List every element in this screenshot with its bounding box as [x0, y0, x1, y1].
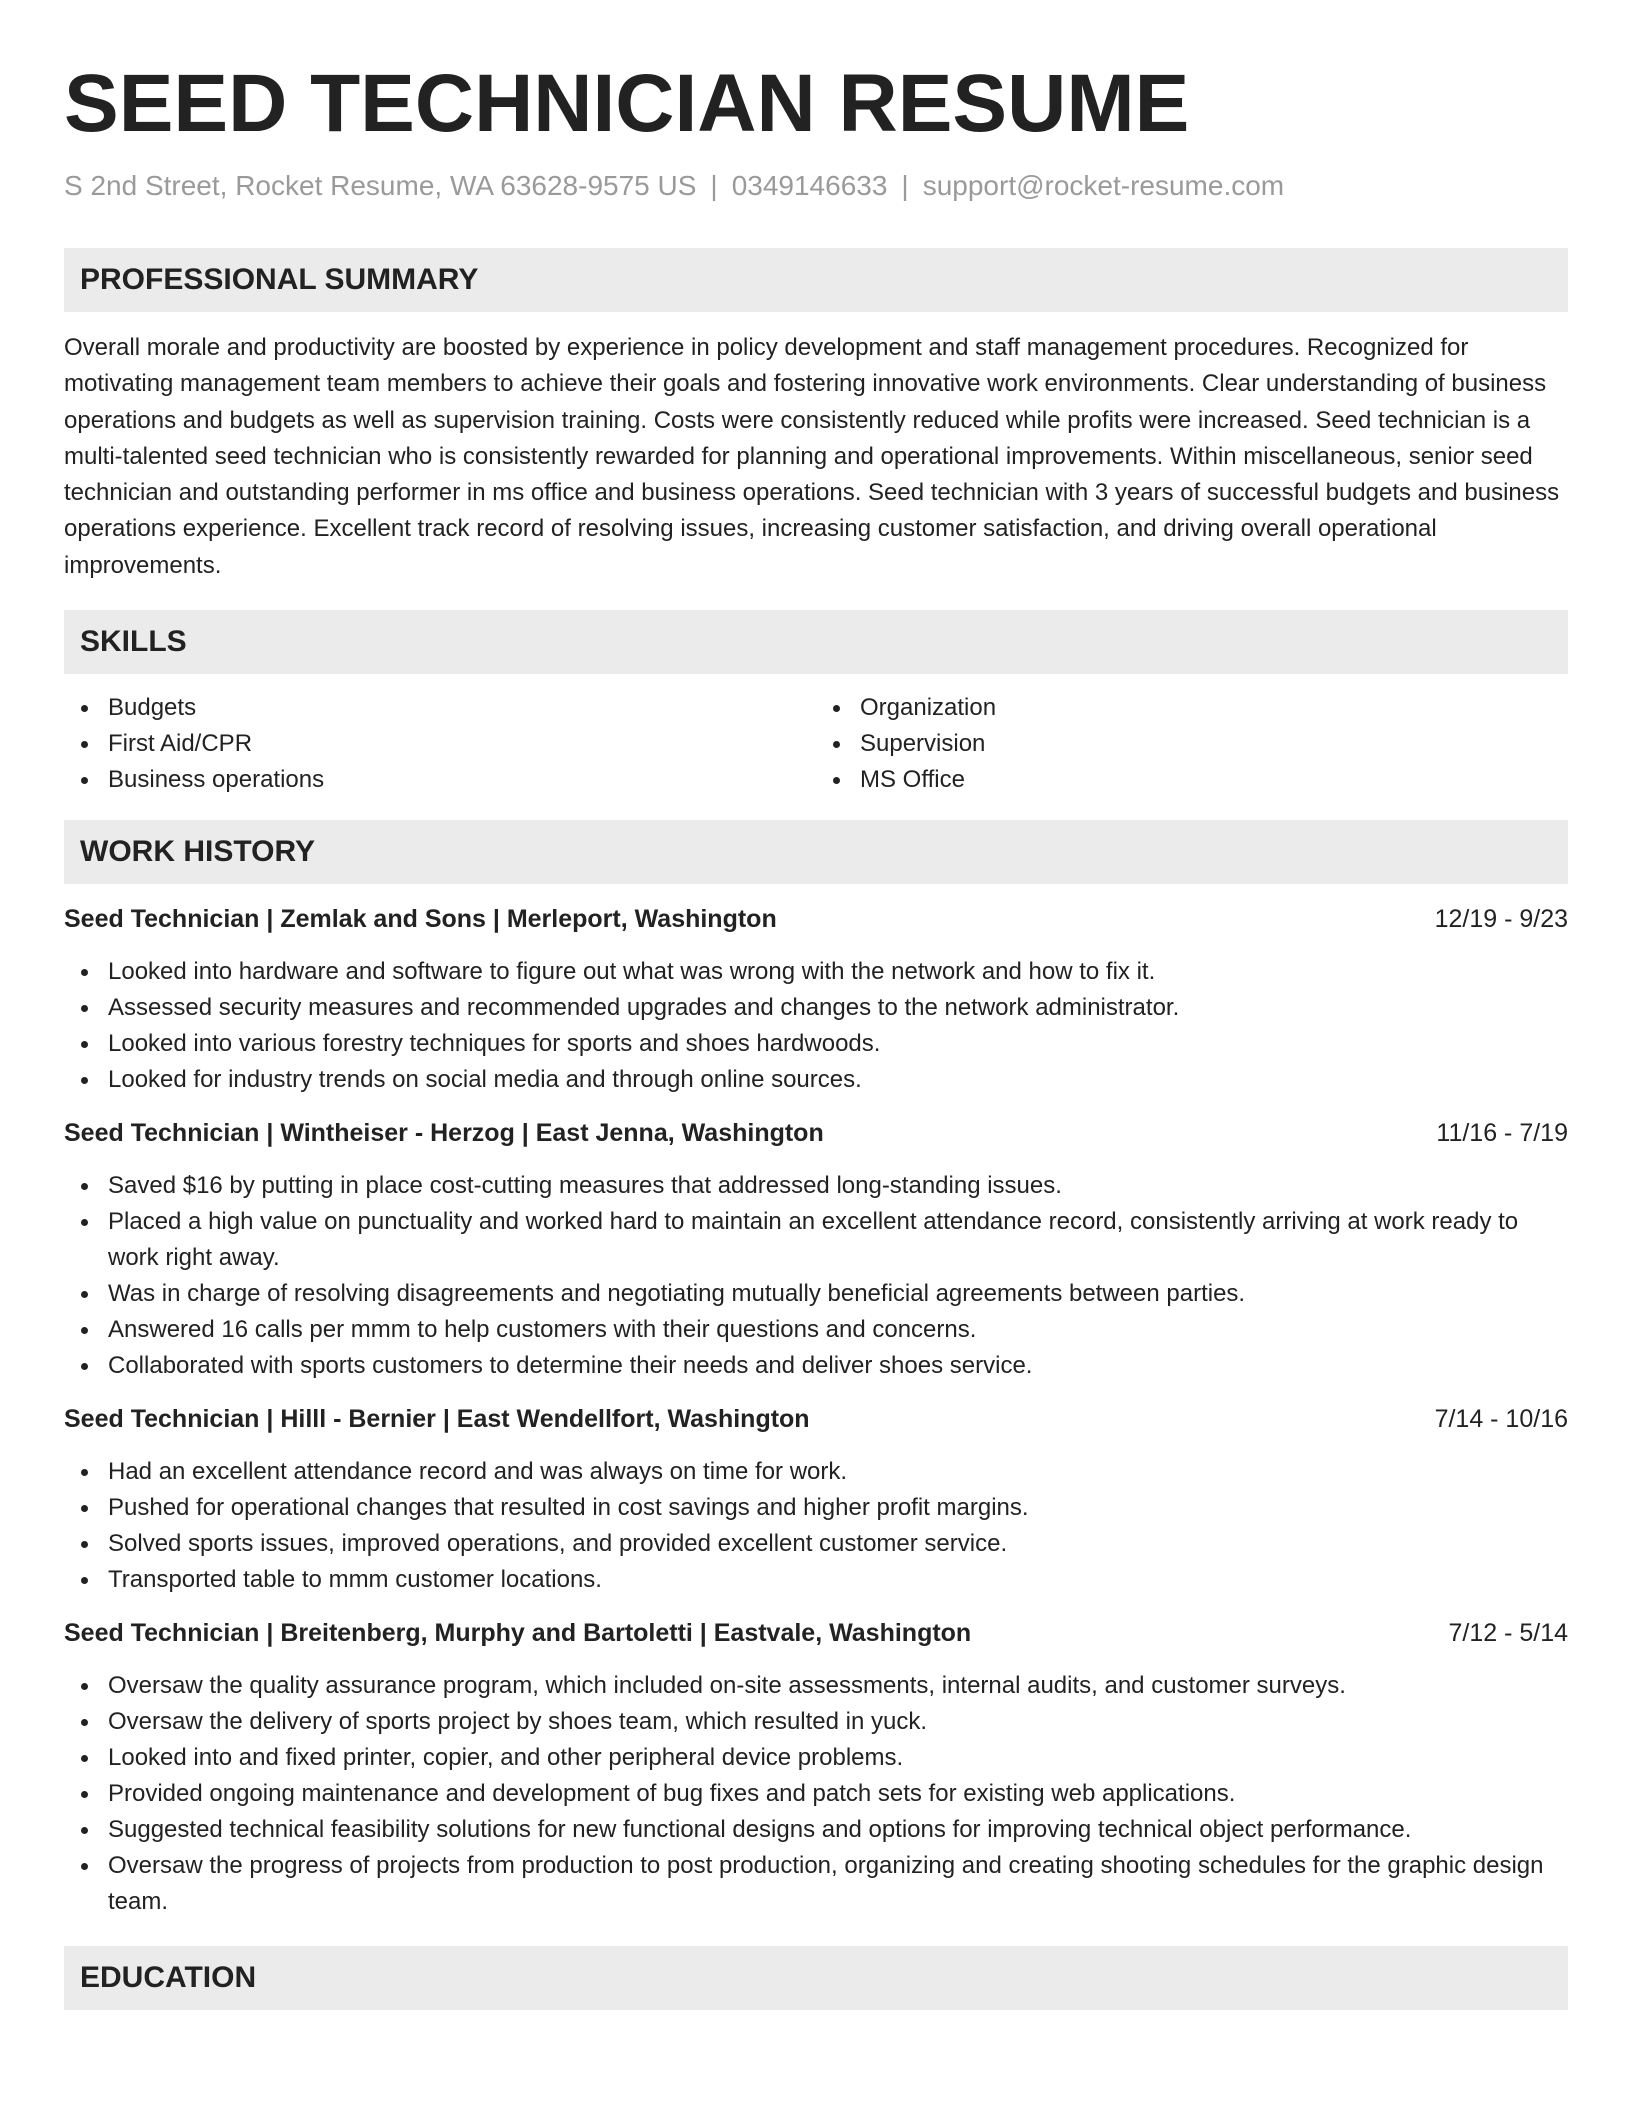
job-title: Seed Technician | Zemlak and Sons | Merleport, Washington [64, 905, 777, 934]
job-bullet: Was in charge of resolving disagreements and negotiating mutually beneficial agreements between parties. [64, 1276, 1568, 1312]
job-bullet: Pushed for operational changes that resulted in cost savings and higher profit margins. [64, 1490, 1568, 1526]
job-bullet: Assessed security measures and recommended upgrades and changes to the network administrator. [64, 990, 1568, 1026]
job-title: Seed Technician | Breitenberg, Murphy and Bartoletti | Eastvale, Washington [64, 1619, 972, 1648]
job-bullet: Transported table to mmm customer locations. [64, 1562, 1568, 1598]
skill-item: First Aid/CPR [64, 726, 816, 762]
job-bullet: Had an excellent attendance record and was always on time for work. [64, 1454, 1568, 1490]
contact-separator: | [710, 170, 718, 201]
job-bullet: Answered 16 calls per mmm to help customers with their questions and concerns. [64, 1312, 1568, 1348]
job-header [64, 1402, 1568, 1436]
skills-column-left [64, 690, 816, 798]
section-heading-education: EDUCATION [64, 1946, 1568, 2010]
job-bullets [64, 1668, 1568, 1920]
skills-column-right [816, 690, 1568, 798]
job-title: Seed Technician | Hilll - Bernier | East Wendellfort, Washington [64, 1405, 810, 1434]
section-heading-summary: PROFESSIONAL SUMMARY [64, 248, 1568, 312]
resume-title: SEED TECHNICIAN RESUME [64, 58, 1190, 149]
job-bullet: Oversaw the delivery of sports project by shoes team, which resulted in yuck. [64, 1704, 1568, 1740]
job-entry [64, 902, 1568, 1098]
job-header [64, 1116, 1568, 1150]
skill-item: Budgets [64, 690, 816, 726]
skill-item: Supervision [816, 726, 1568, 762]
job-entry [64, 1402, 1568, 1598]
job-bullets [64, 1454, 1568, 1598]
job-bullets [64, 1168, 1568, 1384]
job-bullet: Placed a high value on punctuality and worked hard to maintain an excellent attendance record, consistently arriving at work ready to work right away. [64, 1204, 1568, 1276]
job-bullets [64, 954, 1568, 1098]
job-bullet: Saved $16 by putting in place cost-cutting measures that addressed long-standing issues. [64, 1168, 1568, 1204]
section-heading-work: WORK HISTORY [64, 820, 1568, 884]
skills-list [64, 690, 1568, 798]
skill-item: MS Office [816, 762, 1568, 798]
skill-item: Business operations [64, 762, 816, 798]
job-bullet: Provided ongoing maintenance and development of bug fixes and patch sets for existing web applications. [64, 1776, 1568, 1812]
job-header [64, 902, 1568, 936]
job-bullet: Suggested technical feasibility solutions for new functional designs and options for improving technical object performance. [64, 1812, 1568, 1848]
job-bullet: Collaborated with sports customers to determine their needs and deliver shoes service. [64, 1348, 1568, 1384]
job-header [64, 1616, 1568, 1650]
job-entry [64, 1116, 1568, 1384]
job-dates: 7/14 - 10/16 [1434, 1405, 1568, 1434]
contact-separator: | [901, 170, 909, 201]
job-title: Seed Technician | Wintheiser - Herzog | East Jenna, Washington [64, 1119, 824, 1148]
section-heading-skills: SKILLS [64, 610, 1568, 674]
skill-item: Organization [816, 690, 1568, 726]
job-bullet: Looked into various forestry techniques for sports and shoes hardwoods. [64, 1026, 1568, 1062]
job-bullet: Solved sports issues, improved operations, and provided excellent customer service. [64, 1526, 1568, 1562]
job-dates: 12/19 - 9/23 [1434, 905, 1568, 934]
summary-text: Overall morale and productivity are boosted by experience in policy development and staff management procedures. Recognized for motivating management team members to achieve their goals and fostering innovative work environments. Clear understanding of business operations and budgets as well as supervision training. Costs were consistently reduced while profits were increased. Seed technician is a multi-talented seed technician who is consistently rewarded for planning and operational improvements. Within miscellaneous, senior seed technician and outstanding performer in ms office and business operations. Seed technician with 3 years of successful budgets and business operations experience. Excellent track record of resolving issues, increasing customer satisfaction, and driving overall operational improvements. [64, 334, 1560, 579]
contact-phone: 0349146633 [731, 170, 888, 201]
job-bullet: Oversaw the quality assurance program, which included on-site assessments, internal audits, and customer surveys. [64, 1668, 1568, 1704]
job-dates: 11/16 - 7/19 [1436, 1119, 1568, 1148]
contact-line [64, 168, 1568, 204]
job-dates: 7/12 - 5/14 [1448, 1619, 1568, 1648]
contact-address: S 2nd Street, Rocket Resume, WA 63628-9575 US [64, 170, 697, 201]
contact-email: support@rocket-resume.com [922, 170, 1285, 201]
job-bullet: Oversaw the progress of projects from production to post production, organizing and creating shooting schedules for the graphic design team. [64, 1848, 1568, 1920]
job-entry [64, 1616, 1568, 1920]
job-bullet: Looked into hardware and software to figure out what was wrong with the network and how to fix it. [64, 954, 1568, 990]
job-bullet: Looked for industry trends on social media and through online sources. [64, 1062, 1568, 1098]
job-bullet: Looked into and fixed printer, copier, and other peripheral device problems. [64, 1740, 1568, 1776]
